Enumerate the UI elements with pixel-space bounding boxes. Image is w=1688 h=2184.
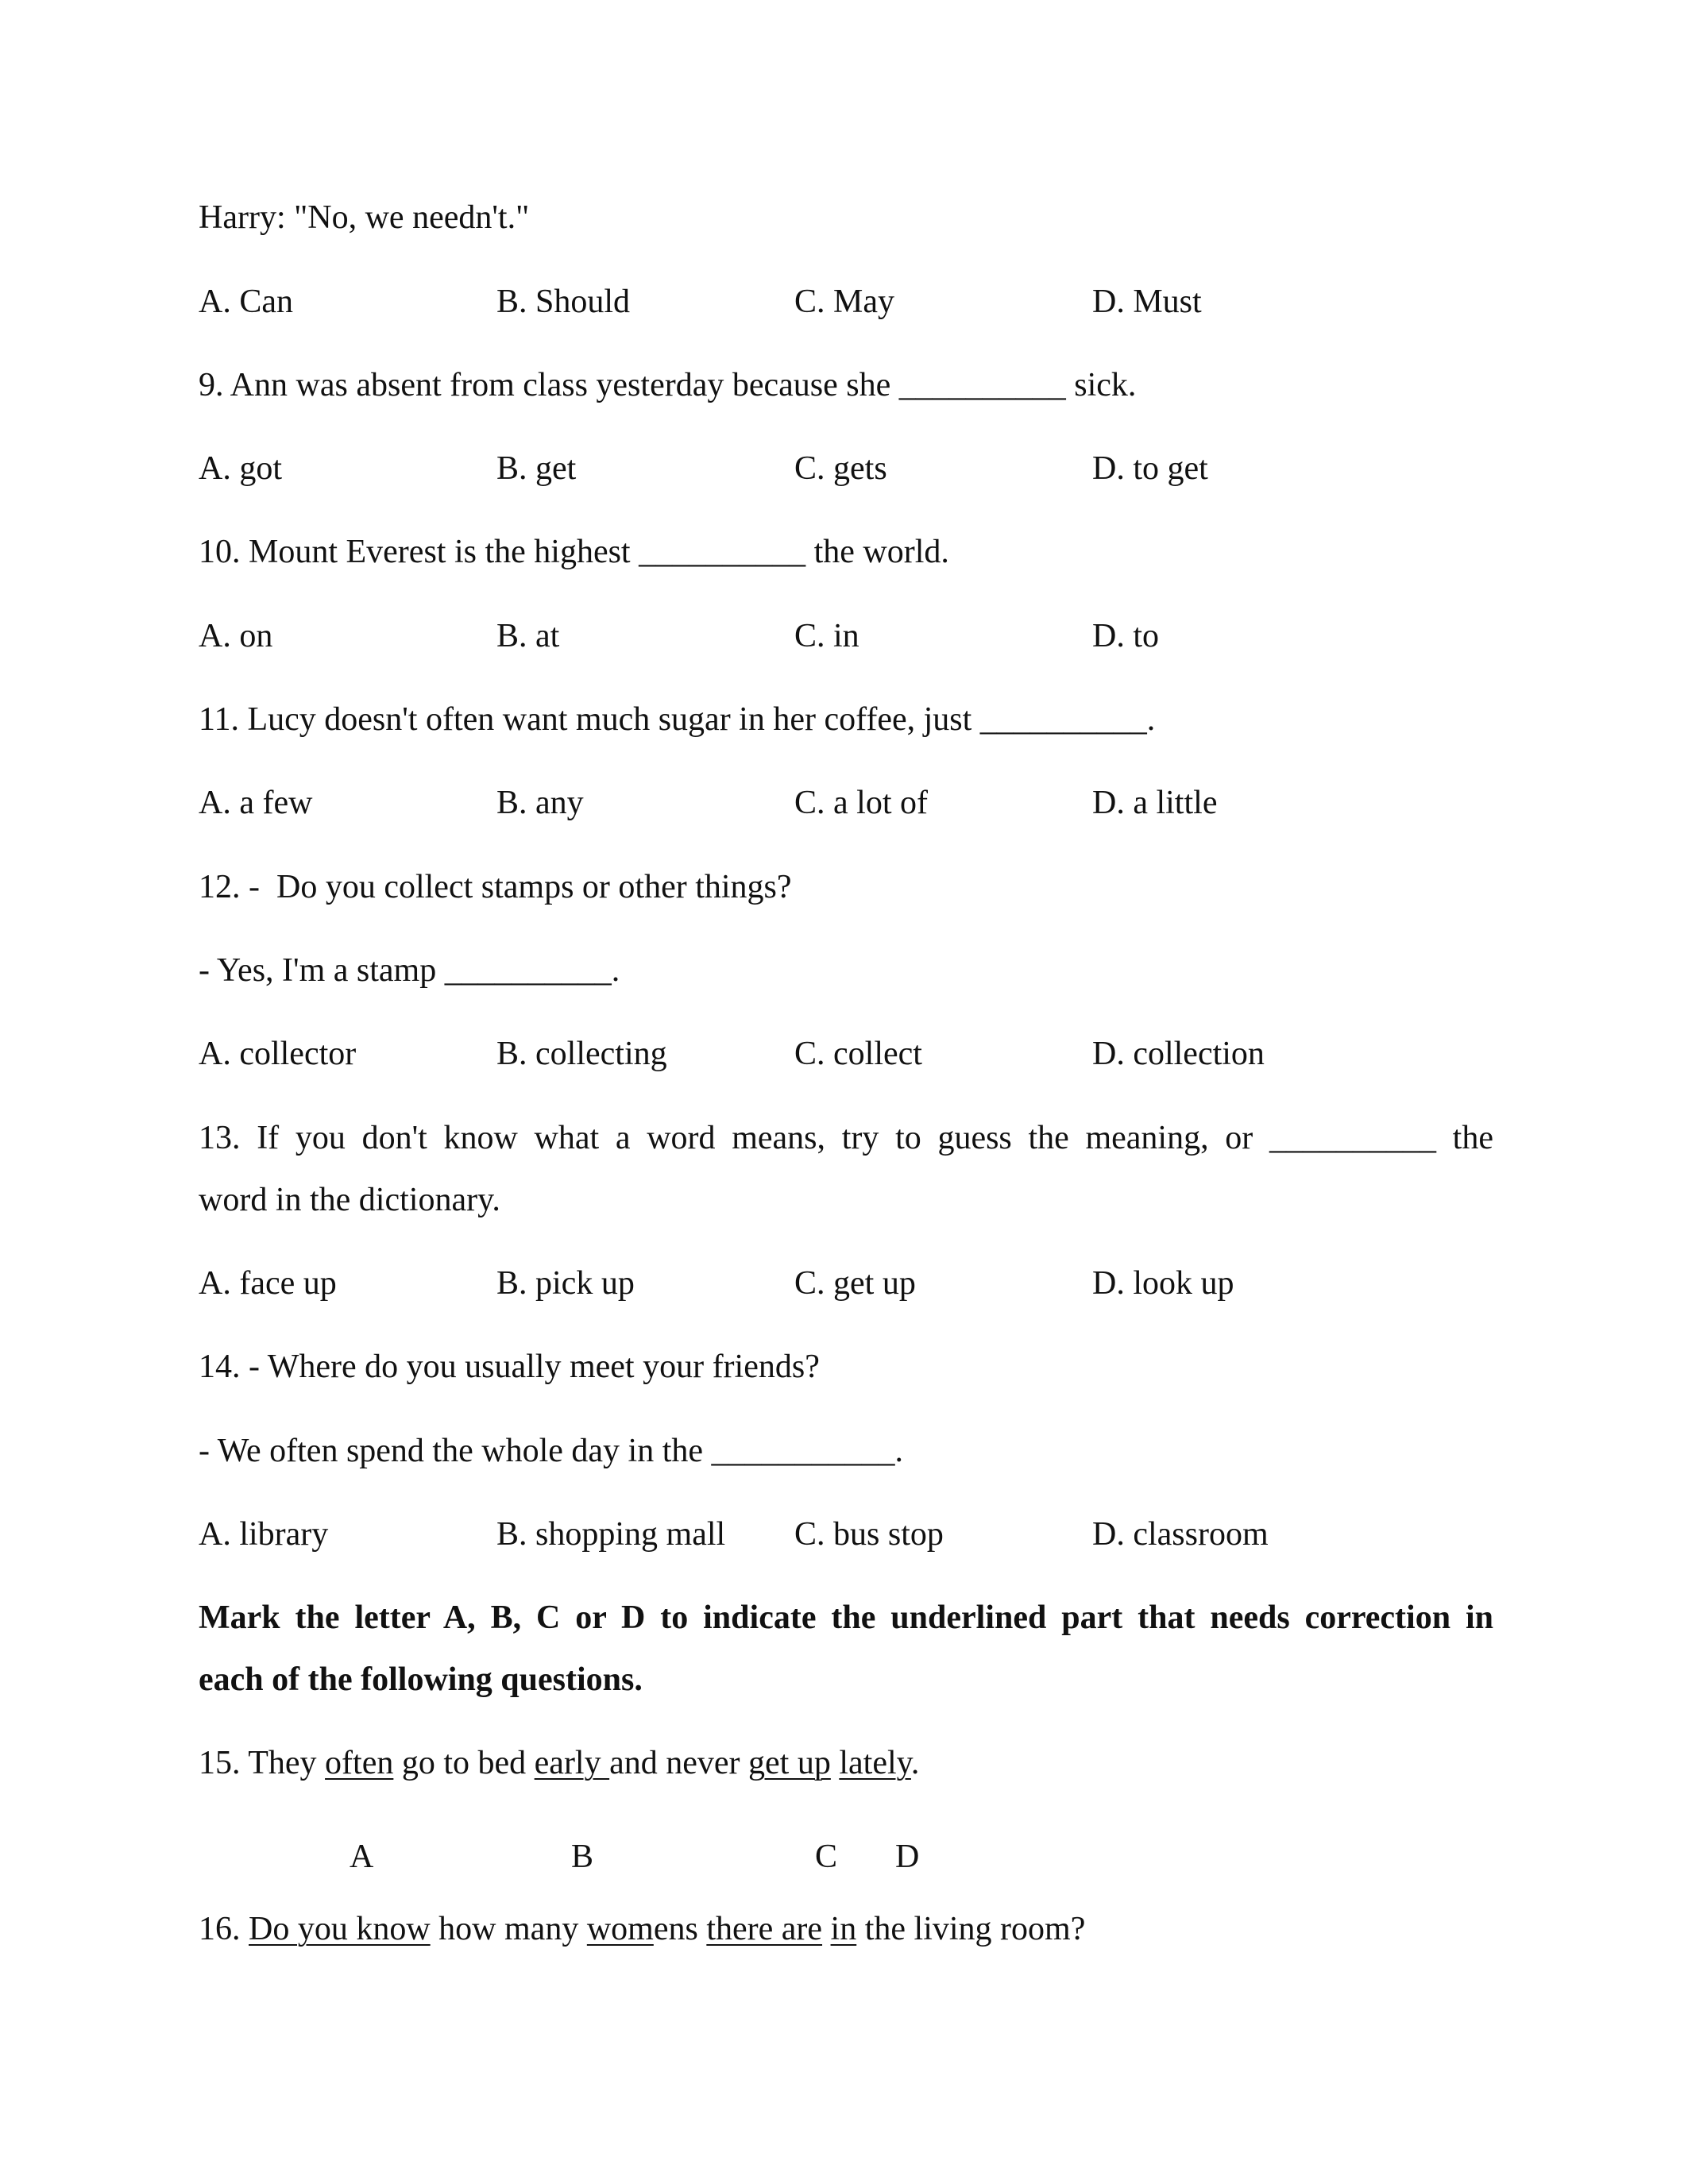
q16-text	[822, 1911, 831, 1947]
q16-text: ens	[653, 1911, 707, 1947]
q13-option-c: C. get up	[794, 1265, 916, 1302]
q15-underlined-a: often	[325, 1745, 394, 1781]
q16-sentence	[199, 1912, 1085, 1946]
q9-options	[199, 452, 1549, 492]
q15-text: go to bed	[393, 1745, 535, 1781]
q15-mark-d: D	[895, 1839, 920, 1875]
q8-dialogue-line: Harry: "No, we needn't."	[199, 199, 530, 236]
q10-options	[199, 619, 1549, 659]
q15-mark-a: A	[350, 1839, 374, 1875]
q10-option-d: D. to	[1092, 618, 1159, 654]
q14-reply: - We often spend the whole day in the ___________.	[199, 1433, 904, 1469]
q12-option-c: C. collect	[794, 1036, 922, 1072]
q16-underlined-d: in	[830, 1911, 857, 1947]
q13-options	[199, 1267, 1549, 1306]
q11-option-a: A. a few	[199, 785, 313, 821]
q11-option-d: D. a little	[1092, 785, 1218, 821]
q13-option-b: B. pick up	[496, 1265, 635, 1302]
q11-question: 11. Lucy doesn't often want much sugar in her coffee, just __________.	[199, 701, 1156, 738]
q16-text: how many	[430, 1911, 587, 1947]
q15-text: 15. They	[199, 1745, 326, 1781]
section-instruction-line-1: Mark the letter A, B, C or D to indicate the underlined part that needs correction in	[199, 1599, 1493, 1636]
q12-options	[199, 1037, 1549, 1077]
q10-question: 10. Mount Everest is the highest __________ the world.	[199, 534, 949, 570]
q15-mark-c: C	[815, 1839, 838, 1875]
q13-option-a: A. face up	[199, 1265, 337, 1302]
section-instruction-line-2: each of the following questions.	[199, 1661, 643, 1698]
q9-option-c: C. gets	[794, 450, 887, 487]
q15-text: .	[910, 1745, 920, 1781]
q14-option-b: B. shopping mall	[496, 1516, 726, 1553]
q8-option-b: B. Should	[496, 284, 631, 320]
q15-underlined-d: lately	[839, 1745, 911, 1781]
q10-option-b: B. at	[496, 618, 560, 654]
q15-underlined-b: early	[534, 1745, 610, 1781]
q8-option-d: D. Must	[1092, 284, 1202, 320]
q16-underlined-a: Do you know	[249, 1911, 431, 1947]
q13-question-line-2: word in the dictionary.	[199, 1182, 500, 1218]
q14-question: 14. - Where do you usually meet your friends?	[199, 1349, 820, 1385]
q14-option-c: C. bus stop	[794, 1516, 944, 1553]
q11-options	[199, 786, 1549, 826]
q11-option-c: C. a lot of	[794, 785, 928, 821]
q16-underlined-b: wom	[586, 1911, 654, 1947]
q9-option-a: A. got	[199, 450, 282, 487]
q16-text: 16.	[199, 1911, 249, 1947]
q10-option-a: A. on	[199, 618, 273, 654]
q16-underlined-c: there are	[706, 1911, 823, 1947]
q15-underlined-c: get up	[748, 1745, 831, 1781]
q12-option-a: A. collector	[199, 1036, 357, 1072]
q12-option-b: B. collecting	[496, 1036, 667, 1072]
q15-mark-b: B	[571, 1839, 594, 1875]
q12-question: 12. - Do you collect stamps or other things?	[199, 869, 792, 905]
q15-sentence	[199, 1746, 919, 1780]
q9-option-b: B. get	[496, 450, 577, 487]
q15-text: and never	[609, 1745, 749, 1781]
q8-option-c: C. May	[794, 284, 894, 320]
q12-option-d: D. collection	[1092, 1036, 1265, 1072]
q11-option-b: B. any	[496, 785, 584, 821]
q10-option-c: C. in	[794, 618, 859, 654]
q8-options	[199, 285, 1549, 325]
q14-options	[199, 1518, 1549, 1557]
q14-option-a: A. library	[199, 1516, 329, 1553]
q13-question-line-1: 13. If you don't know what a word means, try to guess the meaning, or __________ the	[199, 1120, 1493, 1156]
q8-option-a: A. Can	[199, 284, 293, 320]
q14-option-d: D. classroom	[1092, 1516, 1269, 1553]
q16-text: the living room?	[856, 1911, 1086, 1947]
q13-option-d: D. look up	[1092, 1265, 1234, 1302]
q12-reply: - Yes, I'm a stamp __________.	[199, 952, 620, 989]
q9-question: 9. Ann was absent from class yesterday because she __________ sick.	[199, 367, 1137, 403]
q15-text	[831, 1745, 840, 1781]
q9-option-d: D. to get	[1092, 450, 1208, 487]
